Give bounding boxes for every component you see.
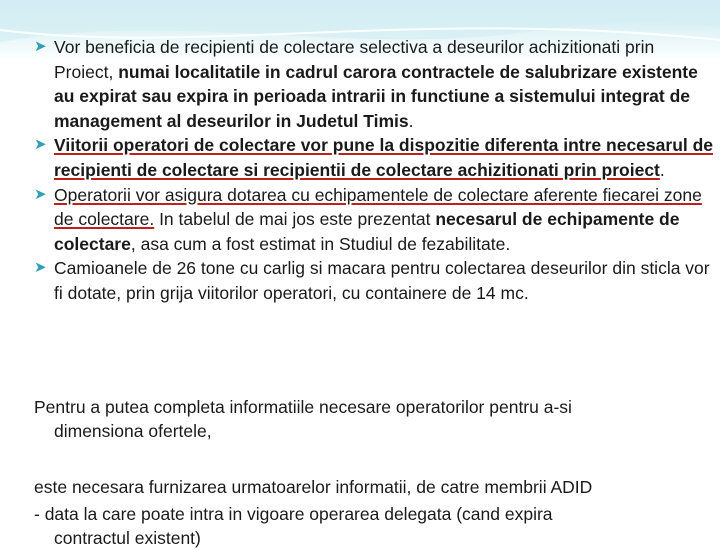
bullet-text: . (408, 110, 414, 131)
arrow-bullet-icon: ➤ (34, 259, 47, 277)
bullet-text: Viitorii operatori de colectare vor pune la dispozitie diferenta intre necesarul de recipienti de colectare si recipientii de colectare achizitionati prin proiect (54, 135, 714, 180)
bullet-text: Camioanele de 26 tone cu carlig si macara pentru colectarea deseurilor din sticla vor fi dotate, prin grija viitorilor operatori, cu containere de 14 mc. (54, 258, 710, 303)
bullet-text: . (659, 159, 665, 180)
bullet-text: Vor beneficia de recipienti de colectare selectiva a deseurilor achizitionati prin Proiect, (54, 37, 655, 82)
bullet-text: In tabelul de mai jos este prezentat (154, 209, 436, 230)
bullet-item (34, 35, 718, 133)
paragraph-line: dimensiona ofertele, (54, 421, 212, 441)
paragraph-line: este necesara furnizarea urmatoarelor informatii, de catre membrii ADID (34, 477, 593, 497)
paragraph-line: - data la care poate intra in vigoare operarea delegata (cand expira (34, 504, 553, 524)
bullet-text: Operatorii vor asigura dotarea cu echipamentele de colectare aferente fiecarei zone de colectare. (54, 184, 702, 230)
bullet-item (34, 133, 718, 182)
bullet-item (34, 183, 718, 257)
arrow-bullet-icon: ➤ (34, 38, 47, 55)
date-paragraph (34, 502, 718, 550)
paragraph-line: Pentru a putea completa informatiile necesare operatorilor pentru a-si (34, 397, 572, 417)
slide-content (34, 35, 718, 306)
bullet-text: , asa cum a fost estimat in Studiul de fezabilitate. (130, 233, 511, 254)
bullet-item (34, 256, 718, 305)
info-paragraph (34, 395, 718, 443)
arrow-bullet-icon: ➤ (34, 136, 47, 154)
bullet-list (34, 35, 718, 306)
paragraph-line: contractul existent) (54, 528, 201, 548)
requirement-paragraph (34, 475, 718, 499)
bullet-text: numai localitatile in cadrul carora contractele de salubrizare existente au expirat sau expira in perioada intrarii in functiune a sistemului integrat de management al deseurilor in Judetul Timis (54, 61, 698, 131)
bullet-text: necesarul de echipamente de colectare (54, 209, 680, 254)
arrow-bullet-icon: ➤ (34, 185, 47, 203)
